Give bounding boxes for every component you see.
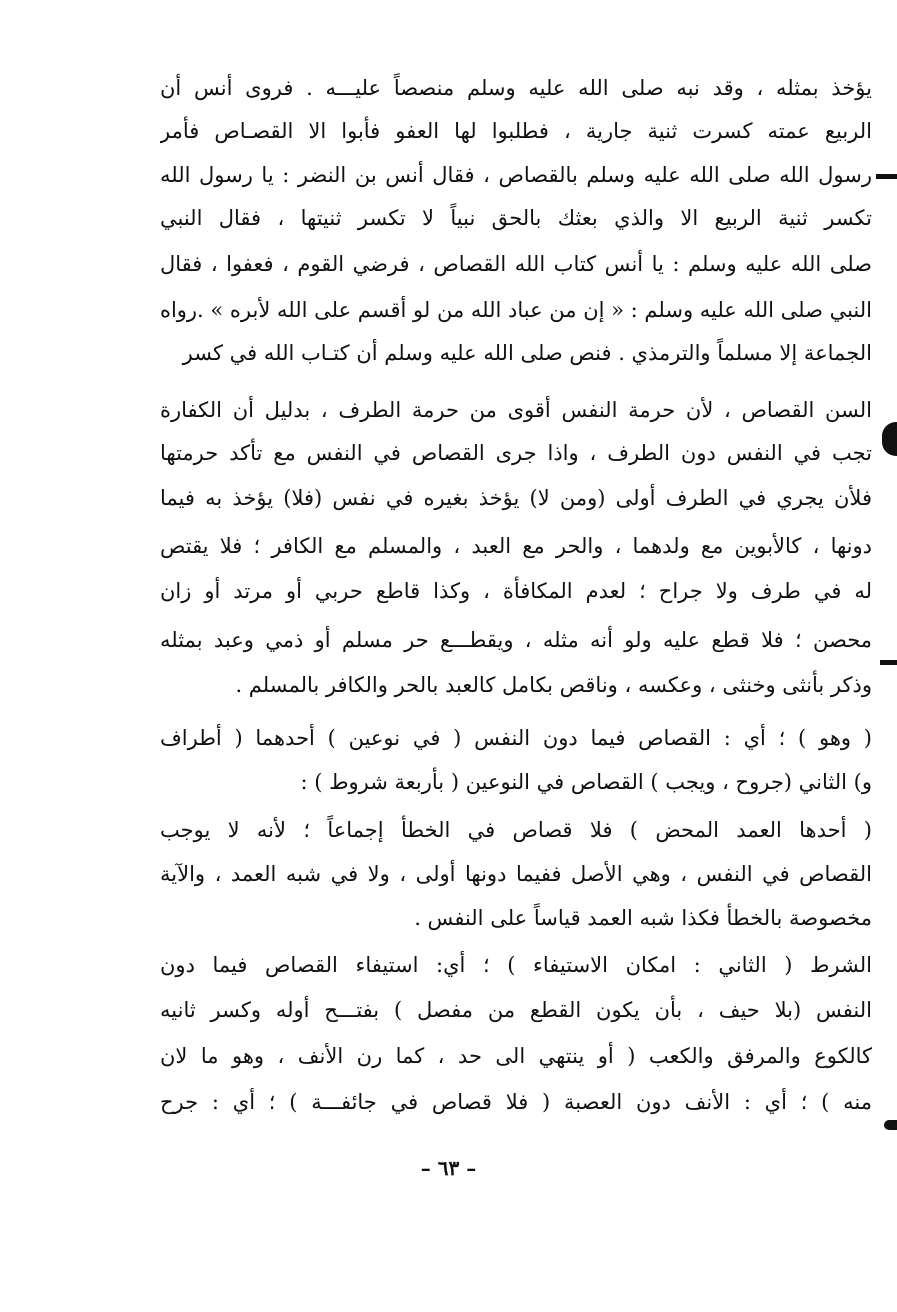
text-line: يؤخذ بمثله ، وقد نبه صلى الله عليه وسلم منصصاً عليـــه . فروى أنس أن [160, 76, 872, 100]
text-line: صلى الله عليه وسلم : يا أنس كتاب الله القصاص ، فرضي القوم ، فعفوا ، فقال [160, 252, 872, 276]
text-line: فلأن يجري في الطرف أولى (ومن لا) يؤخذ بغيره في نفس (فلا) يؤخذ به فيما [160, 486, 872, 510]
margin-mark [884, 1120, 897, 1130]
text-line: رسول الله صلى الله عليه وسلم بالقصاص ، فقال أنس بن النضر : يا رسول الله [160, 163, 872, 187]
text-line: محصن ؛ فلا قطع عليه ولو أنه مثله ، ويقطـــع حر مسلم أو ذمي وعبد بمثله [160, 628, 872, 652]
margin-mark [880, 660, 897, 665]
margin-mark [882, 422, 897, 456]
text-line: دونها ، كالأبوين مع ولدهما ، والحر مع العبد ، والمسلم مع الكافر ؛ فلا يقتص [160, 534, 872, 558]
text-line: له في طرف ولا جراح ؛ لعدم المكافأة ، وكذا قاطع حربي أو مرتد أو زان [160, 579, 872, 603]
text-line: الربيع عمته كسرت ثنية جارية ، فطلبوا لها العفو فأبوا الا القصـاص فأمر [160, 119, 872, 143]
text-line: مخصوصة بالخطأ فكذا شبه العمد قياساً على النفس . [414, 906, 872, 930]
text-line: السن القصاص ، لأن حرمة النفس أقوى من حرمة الطرف ، بدليل أن الكفارة [160, 398, 872, 422]
text-line: ( أحدها العمد المحض ) فلا قصاص في الخطأ إجماعاً ؛ لأنه لا يوجب [160, 818, 872, 842]
text-line: الشرط ( الثاني : امكان الاستيفاء ) ؛ أي: استيفاء القصاص فيما دون [160, 953, 872, 977]
text-line: تجب في النفس دون الطرف ، واذا جرى القصاص في النفس مع تأكد حرمتها [160, 441, 872, 465]
text-line: وذكر بأنثى وخنثى ، وعكسه ، وناقص بكامل كالعبد بالحر والكافر بالمسلم . [235, 673, 872, 697]
text-line: تكسر ثنية الربيع الا والذي بعثك بالحق نبياً لا تكسر ثنيتها ، فقال النبي [160, 206, 872, 230]
text-line: ( وهو ) ؛ أي : القصاص فيما دون النفس ( في نوعين ) أحدهما ( أطراف [160, 726, 872, 750]
text-line: الجماعة إلا مسلماً والترمذي . فنص صلى الله عليه وسلم أن كتـاب الله في كسر [182, 341, 872, 365]
text-line: كالكوع والمرفق والكعب ( أو ينتهي الى حد ، كما رن الأنف ، وهو ما لان [160, 1044, 872, 1068]
text-line: و) الثاني (جروح ، ويجب ) القصاص في النوعين ( بأربعة شروط ) : [300, 770, 872, 794]
text-line: منه ) ؛ أي : الأنف دون العصبة ( فلا قصاص في جائفـــة ) ؛ أي : جرح [160, 1090, 872, 1114]
page-number: – ٦٣ – [420, 1156, 477, 1180]
text-line: القصاص في النفس ، وهي الأصل ففيما دونها أولى ، ولا في شبه العمد ، والآية [160, 862, 872, 886]
text-line: النفس (بلا حيف ، بأن يكون القطع من مفصل ) بفتـــح أوله وكسر ثانيه [160, 998, 872, 1022]
text-line: النبي صلى الله عليه وسلم : « إن من عباد الله من لو أقسم على الله لأبره » .رواه [160, 298, 872, 322]
margin-mark [876, 174, 897, 179]
